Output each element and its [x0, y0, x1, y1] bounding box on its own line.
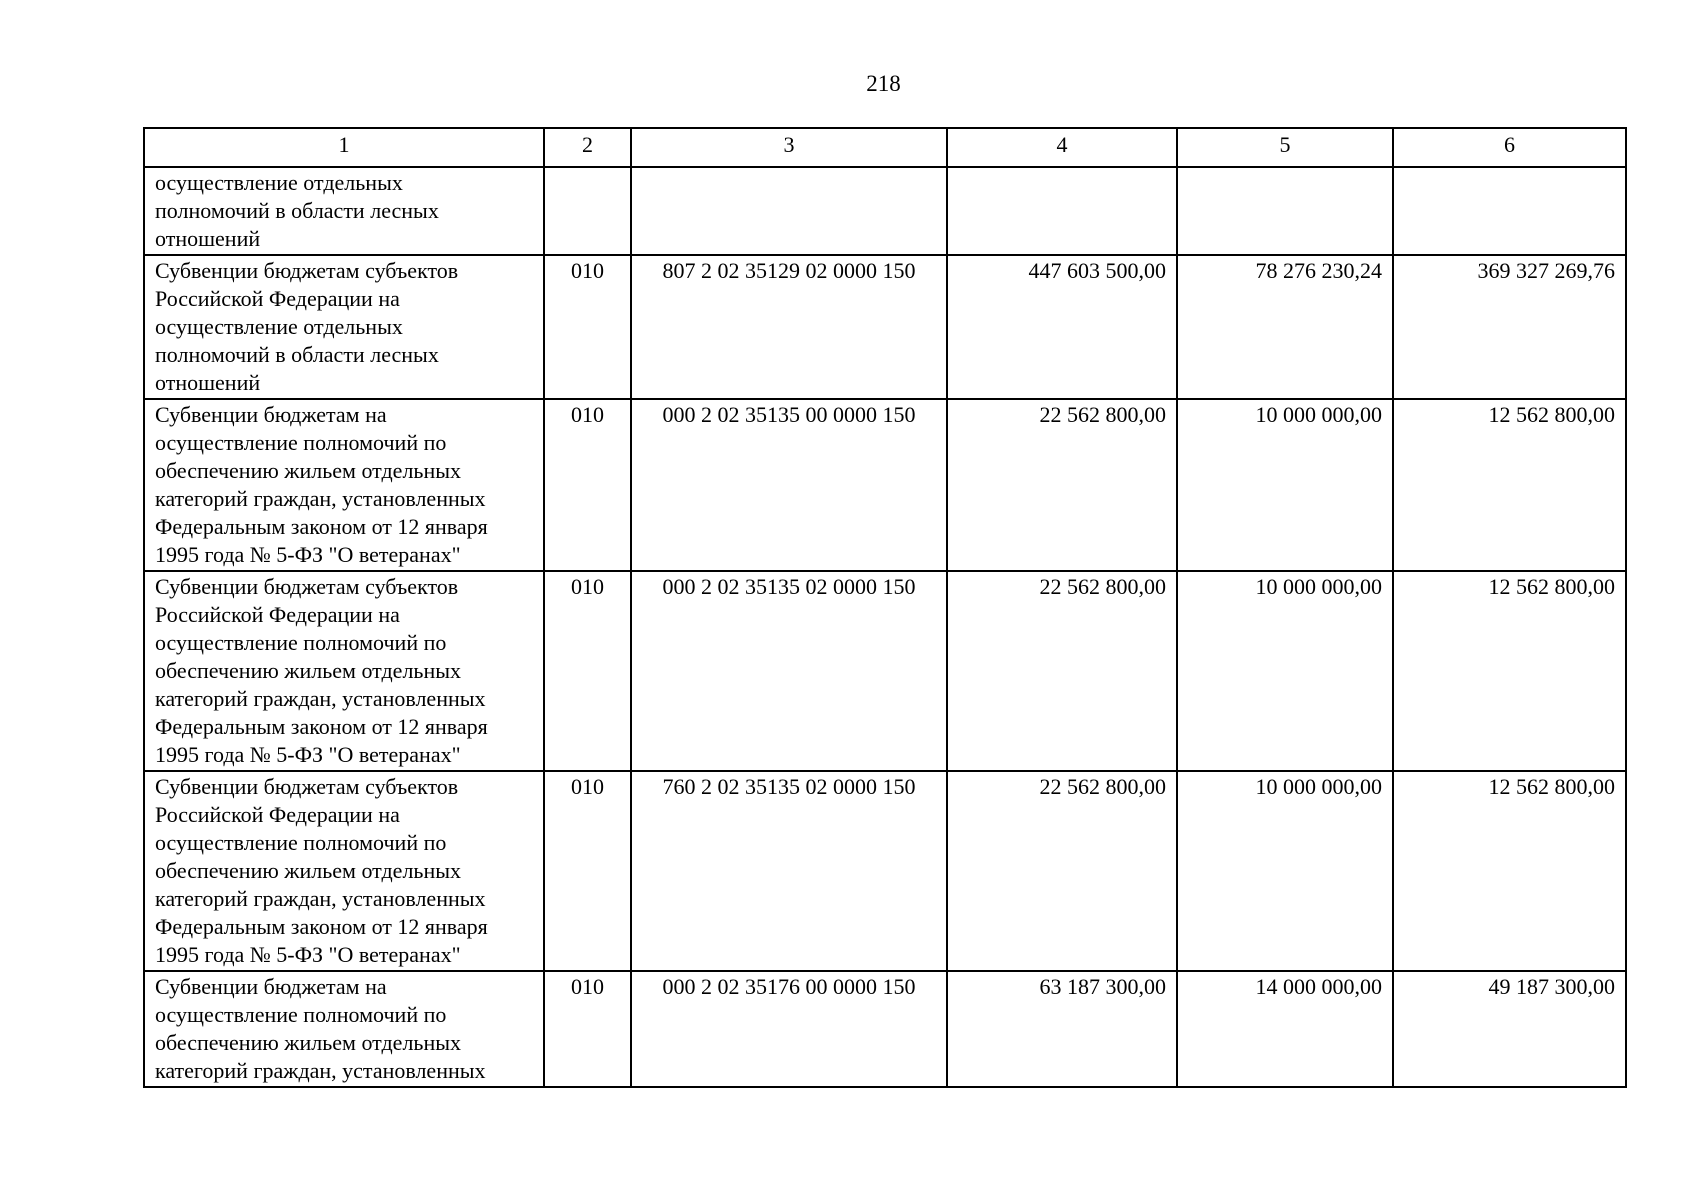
row-value-5-cell: 10 000 000,00 — [1177, 771, 1393, 971]
row-name-cell: Субвенции бюджетам на осуществление полномочий по обеспечению жильем отдельных категорий граждан, установленных Федеральным законом от 12 января 1995 года № 5-ФЗ "О ветеранах" — [144, 399, 544, 571]
table-row — [144, 971, 1626, 1087]
row-value-6-cell: 12 562 800,00 — [1393, 399, 1626, 571]
table-row — [144, 399, 1626, 571]
column-header-3: 3 — [631, 128, 947, 167]
row-value-6-cell: 369 327 269,76 — [1393, 255, 1626, 399]
budget-table — [143, 127, 1627, 1088]
column-header-6: 6 — [1393, 128, 1626, 167]
row-value-5-cell: 78 276 230,24 — [1177, 255, 1393, 399]
row-code-cell: 010 — [544, 571, 631, 771]
column-header-5: 5 — [1177, 128, 1393, 167]
row-kbk-cell: 000 2 02 35176 00 0000 150 — [631, 971, 947, 1087]
row-value-4-cell: 447 603 500,00 — [947, 255, 1177, 399]
row-value-4-cell — [947, 167, 1177, 255]
row-value-6-cell: 12 562 800,00 — [1393, 571, 1626, 771]
row-value-5-cell — [1177, 167, 1393, 255]
row-value-5-cell: 14 000 000,00 — [1177, 971, 1393, 1087]
row-value-6-cell — [1393, 167, 1626, 255]
row-value-6-cell: 12 562 800,00 — [1393, 771, 1626, 971]
row-kbk-cell: 000 2 02 35135 00 0000 150 — [631, 399, 947, 571]
row-code-cell: 010 — [544, 971, 631, 1087]
row-value-6-cell: 49 187 300,00 — [1393, 971, 1626, 1087]
page-number: 218 — [866, 71, 901, 96]
row-kbk-cell — [631, 167, 947, 255]
row-name-cell: осуществление отдельных полномочий в области лесных отношений — [144, 167, 544, 255]
row-value-5-cell: 10 000 000,00 — [1177, 399, 1393, 571]
row-name-cell: Субвенции бюджетам на осуществление полномочий по обеспечению жильем отдельных категорий граждан, установленных — [144, 971, 544, 1087]
row-name-cell: Субвенции бюджетам субъектов Российской Федерации на осуществление полномочий по обеспечению жильем отдельных категорий граждан, установленных Федеральным законом от 12 января 1995 года № 5-ФЗ "О ветеранах" — [144, 771, 544, 971]
column-header-2: 2 — [544, 128, 631, 167]
row-code-cell: 010 — [544, 255, 631, 399]
column-header-1: 1 — [144, 128, 544, 167]
table-header-row — [144, 128, 1626, 167]
column-header-4: 4 — [947, 128, 1177, 167]
row-kbk-cell: 760 2 02 35135 02 0000 150 — [631, 771, 947, 971]
row-kbk-cell: 000 2 02 35135 02 0000 150 — [631, 571, 947, 771]
row-value-4-cell: 22 562 800,00 — [947, 571, 1177, 771]
table-row — [144, 771, 1626, 971]
row-kbk-cell: 807 2 02 35129 02 0000 150 — [631, 255, 947, 399]
row-value-5-cell: 10 000 000,00 — [1177, 571, 1393, 771]
row-name-cell: Субвенции бюджетам субъектов Российской Федерации на осуществление отдельных полномочий в области лесных отношений — [144, 255, 544, 399]
row-value-4-cell: 22 562 800,00 — [947, 399, 1177, 571]
row-code-cell: 010 — [544, 771, 631, 971]
row-value-4-cell: 22 562 800,00 — [947, 771, 1177, 971]
row-code-cell: 010 — [544, 399, 631, 571]
table-row — [144, 167, 1626, 255]
row-name-cell: Субвенции бюджетам субъектов Российской Федерации на осуществление полномочий по обеспечению жильем отдельных категорий граждан, установленных Федеральным законом от 12 января 1995 года № 5-ФЗ "О ветеранах" — [144, 571, 544, 771]
row-code-cell — [544, 167, 631, 255]
table-row — [144, 255, 1626, 399]
row-value-4-cell: 63 187 300,00 — [947, 971, 1177, 1087]
table-row — [144, 571, 1626, 771]
